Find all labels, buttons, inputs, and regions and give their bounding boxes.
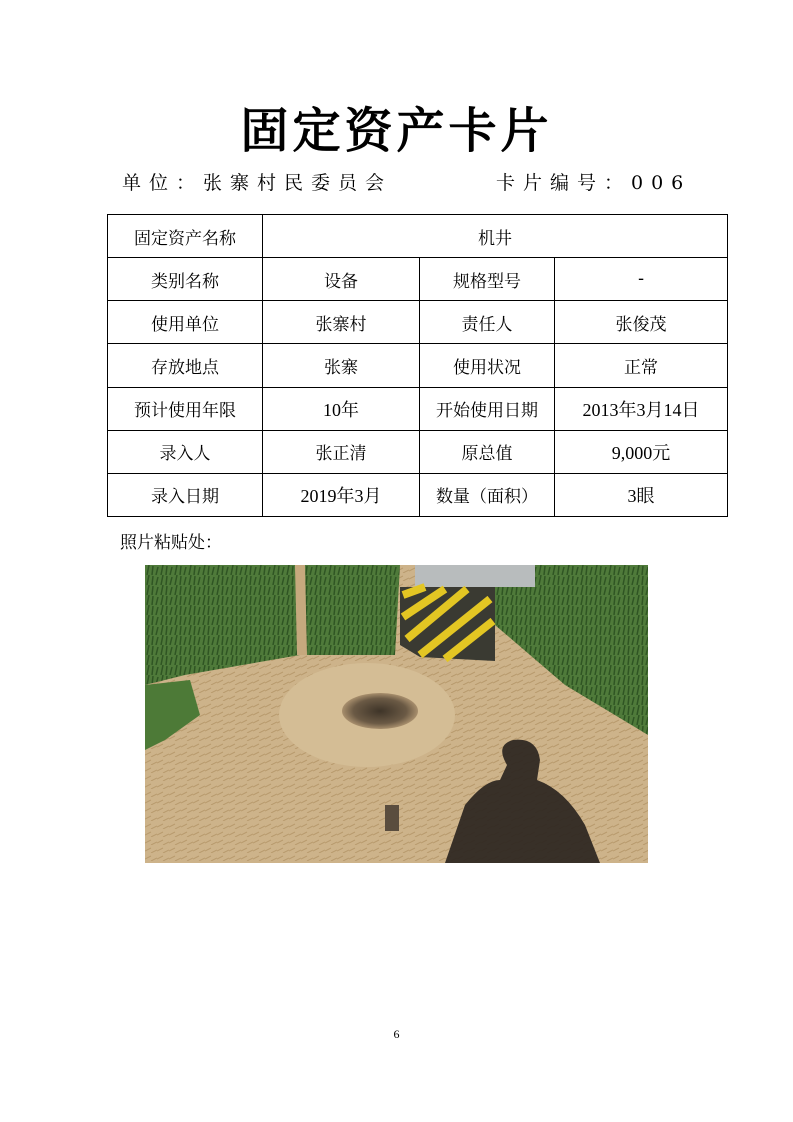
field-label: 预计使用年限 [108,387,263,430]
field-label: 开始使用日期 [420,387,555,430]
field-label: 固定资产名称 [108,215,263,258]
field-label: 使用单位 [108,301,263,344]
page-number: 6 [393,1027,400,1041]
table-row [108,387,728,430]
field-value: 3眼 [555,473,728,516]
field-label: 存放地点 [108,344,263,387]
table-row [108,301,728,344]
field-value: 张寨 [263,344,420,387]
table-row [108,473,728,516]
field-value: 机井 [263,215,728,258]
field-value: 9,000元 [555,430,728,473]
field-value: 张寨村 [263,301,420,344]
card-title: 固定资产卡片 [240,103,553,159]
field-label: 原总值 [420,430,555,473]
field-label: 数量（面积） [420,473,555,516]
well-photo [145,565,648,863]
table-row [108,344,728,387]
field-value: 张正清 [263,430,420,473]
field-label: 录入人 [108,430,263,473]
unit-line: 单位：张寨村民委员会 [122,172,393,194]
field-value: 2013年3月14日 [555,387,728,430]
card-number-line: 卡片编号：006 [496,172,692,194]
field-label: 责任人 [420,301,555,344]
table-row [108,430,728,473]
field-value: 设备 [263,258,420,301]
field-value: 10年 [263,387,420,430]
field-value: 2019年3月 [263,473,420,516]
field-label: 录入日期 [108,473,263,516]
field-label: 类别名称 [108,258,263,301]
field-label: 规格型号 [420,258,555,301]
table-row [108,215,728,258]
field-value: 正常 [555,344,728,387]
photo-label: 照片粘贴处： [120,533,222,553]
field-value: - [555,258,728,301]
field-label: 使用状况 [420,344,555,387]
asset-card-table [107,214,728,517]
table-row [108,258,728,301]
field-value: 张俊茂 [555,301,728,344]
